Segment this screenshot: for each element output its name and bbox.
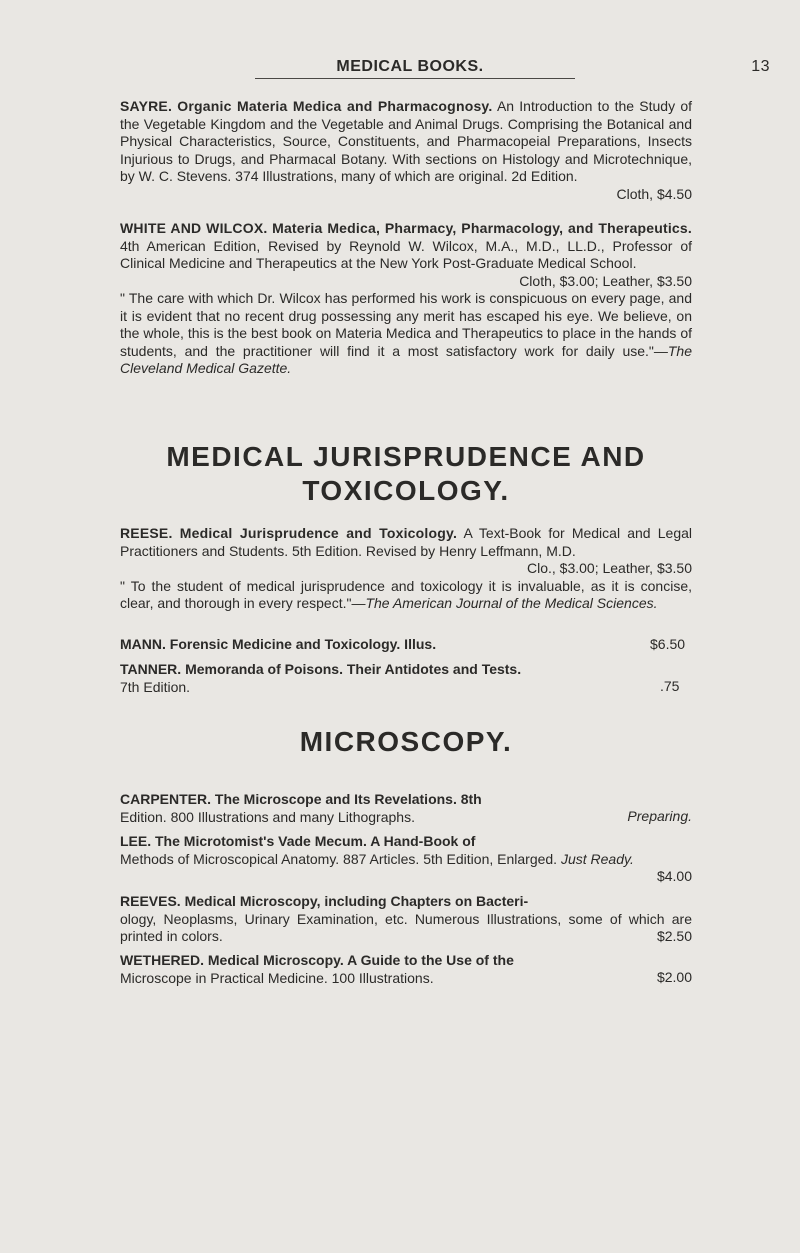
entry-author: WHITE AND WILCOX. [120,220,268,236]
section-heading-jurisprudence [120,440,692,508]
entry-detail: Methods of Microscopical Anatomy. 887 Articles. 5th Edition, Enlarged. [120,850,558,867]
section-heading-line2: TOXICOLOGY. [302,475,510,506]
entry-price: Cloth, $4.50 [616,185,692,202]
entry-price: $4.00 [656,868,692,884]
entry-carpenter [120,791,692,826]
entry-white-wilcox [120,220,692,378]
entry-wethered [120,952,692,987]
entry-lee [120,833,692,884]
section-heading-text: MICROSCOPY. [299,726,513,757]
entry-title: Materia Medica, Pharmacy, Pharmacology, and Therapeutics. [272,220,692,236]
entry-detail: Edition. 800 Illustrations and many Lithographs. [120,808,415,825]
entry-price: .75 [660,678,680,694]
entry-quote: " To the student of medical jurisprudence and toxicology it is invaluable, as it is concise, clear, and thorough in every respect."— [120,577,692,611]
entry-quote-source: The Cleveland Medical Gazette. [120,342,692,376]
entry-status: Preparing. [627,808,692,824]
entry-mann [120,636,692,654]
entry-quote: " The care with which Dr. Wilcox has performed his work is conspicuous on every page, and it is evident that no recent drug possessing any merit has escaped his eye. We believe, on the whole, this is the best book on Materia Medica and Therapeutics to place in the hands of students, and the practitioner will find it a most satisfactory work for daily use."— [120,290,692,359]
entry-price: $6.50 [650,636,686,652]
page-number: 13 [751,58,770,75]
header-rule [255,78,575,79]
entry-detail: Microscope in Practical Medicine. 100 Illustrations. [120,969,434,986]
entry-tanner [120,661,692,696]
entry-price: $2.00 [656,969,692,985]
running-head [250,58,770,76]
entry-title: Medical Jurisprudence and Toxicology. [179,525,458,541]
entry-price: $2.50 [656,928,692,944]
entry-line: CARPENTER. The Microscope and Its Revelations. 8th [120,791,482,807]
entry-detail: ology, Neoplasms, Urinary Examination, etc. Numerous Illustrations, some of which are printed in colors. [120,910,692,944]
entry-line: REEVES. Medical Microscopy, including Chapters on Bacteri- [120,893,529,909]
entry-body: An Introduction to the Study of the Vegetable Kingdom and the Vegetable and Animal Drugs. Comprising the Botanical and Physical Characteristics, Source, Constituents, and Pharmacopeial Preparations, Insects Injurious to Drugs, and Pharmacal Botany. With sections on Histology and Microtechnique, by W. C. Stevens. 374 Illustrations, many of which are original. 2d Edition. [120,98,692,184]
entry-author: REESE. [120,525,173,541]
entry-line: WETHERED. Medical Microscopy. A Guide to the Use of the [120,952,514,968]
entry-body: A Text-Book for Medical and Legal Practitioners and Students. 5th Edition. Revised by Henry Leffmann, M.D. [120,525,692,559]
entry-price: Cloth, $3.00; Leather, $3.50 [519,272,692,289]
entry-line: MANN. Forensic Medicine and Toxicology. Illus. [120,636,437,652]
entry-title: Organic Materia Medica and Pharmacognosy. [177,98,493,114]
entry-edition: 7th Edition. [120,678,191,695]
entry-line: TANNER. Memoranda of Poisons. Their Antidotes and Tests. [120,661,522,677]
entry-sayre [120,98,692,203]
entry-reeves [120,893,692,946]
entry-reese [120,525,692,613]
entry-status: Just Ready. [560,850,634,867]
entry-author: SAYRE. [120,98,173,114]
entry-price: Clo., $3.00; Leather, $3.50 [526,560,692,576]
page-title: MEDICAL BOOKS. [336,58,484,75]
section-heading-line1: MEDICAL JURISPRUDENCE AND [166,441,646,472]
entry-body: 4th American Edition, Revised by Reynold W. Wilcox, M.A., M.D., LL.D., Professor of Clinical Medicine and Therapeutics at the New York Post-Graduate Medical School. [120,237,692,271]
entry-quote-source: The American Journal of the Medical Sciences. [365,595,658,611]
entry-line: LEE. The Microtomist's Vade Mecum. A Hand-Book of [120,833,476,849]
section-heading-microscopy [120,725,692,759]
